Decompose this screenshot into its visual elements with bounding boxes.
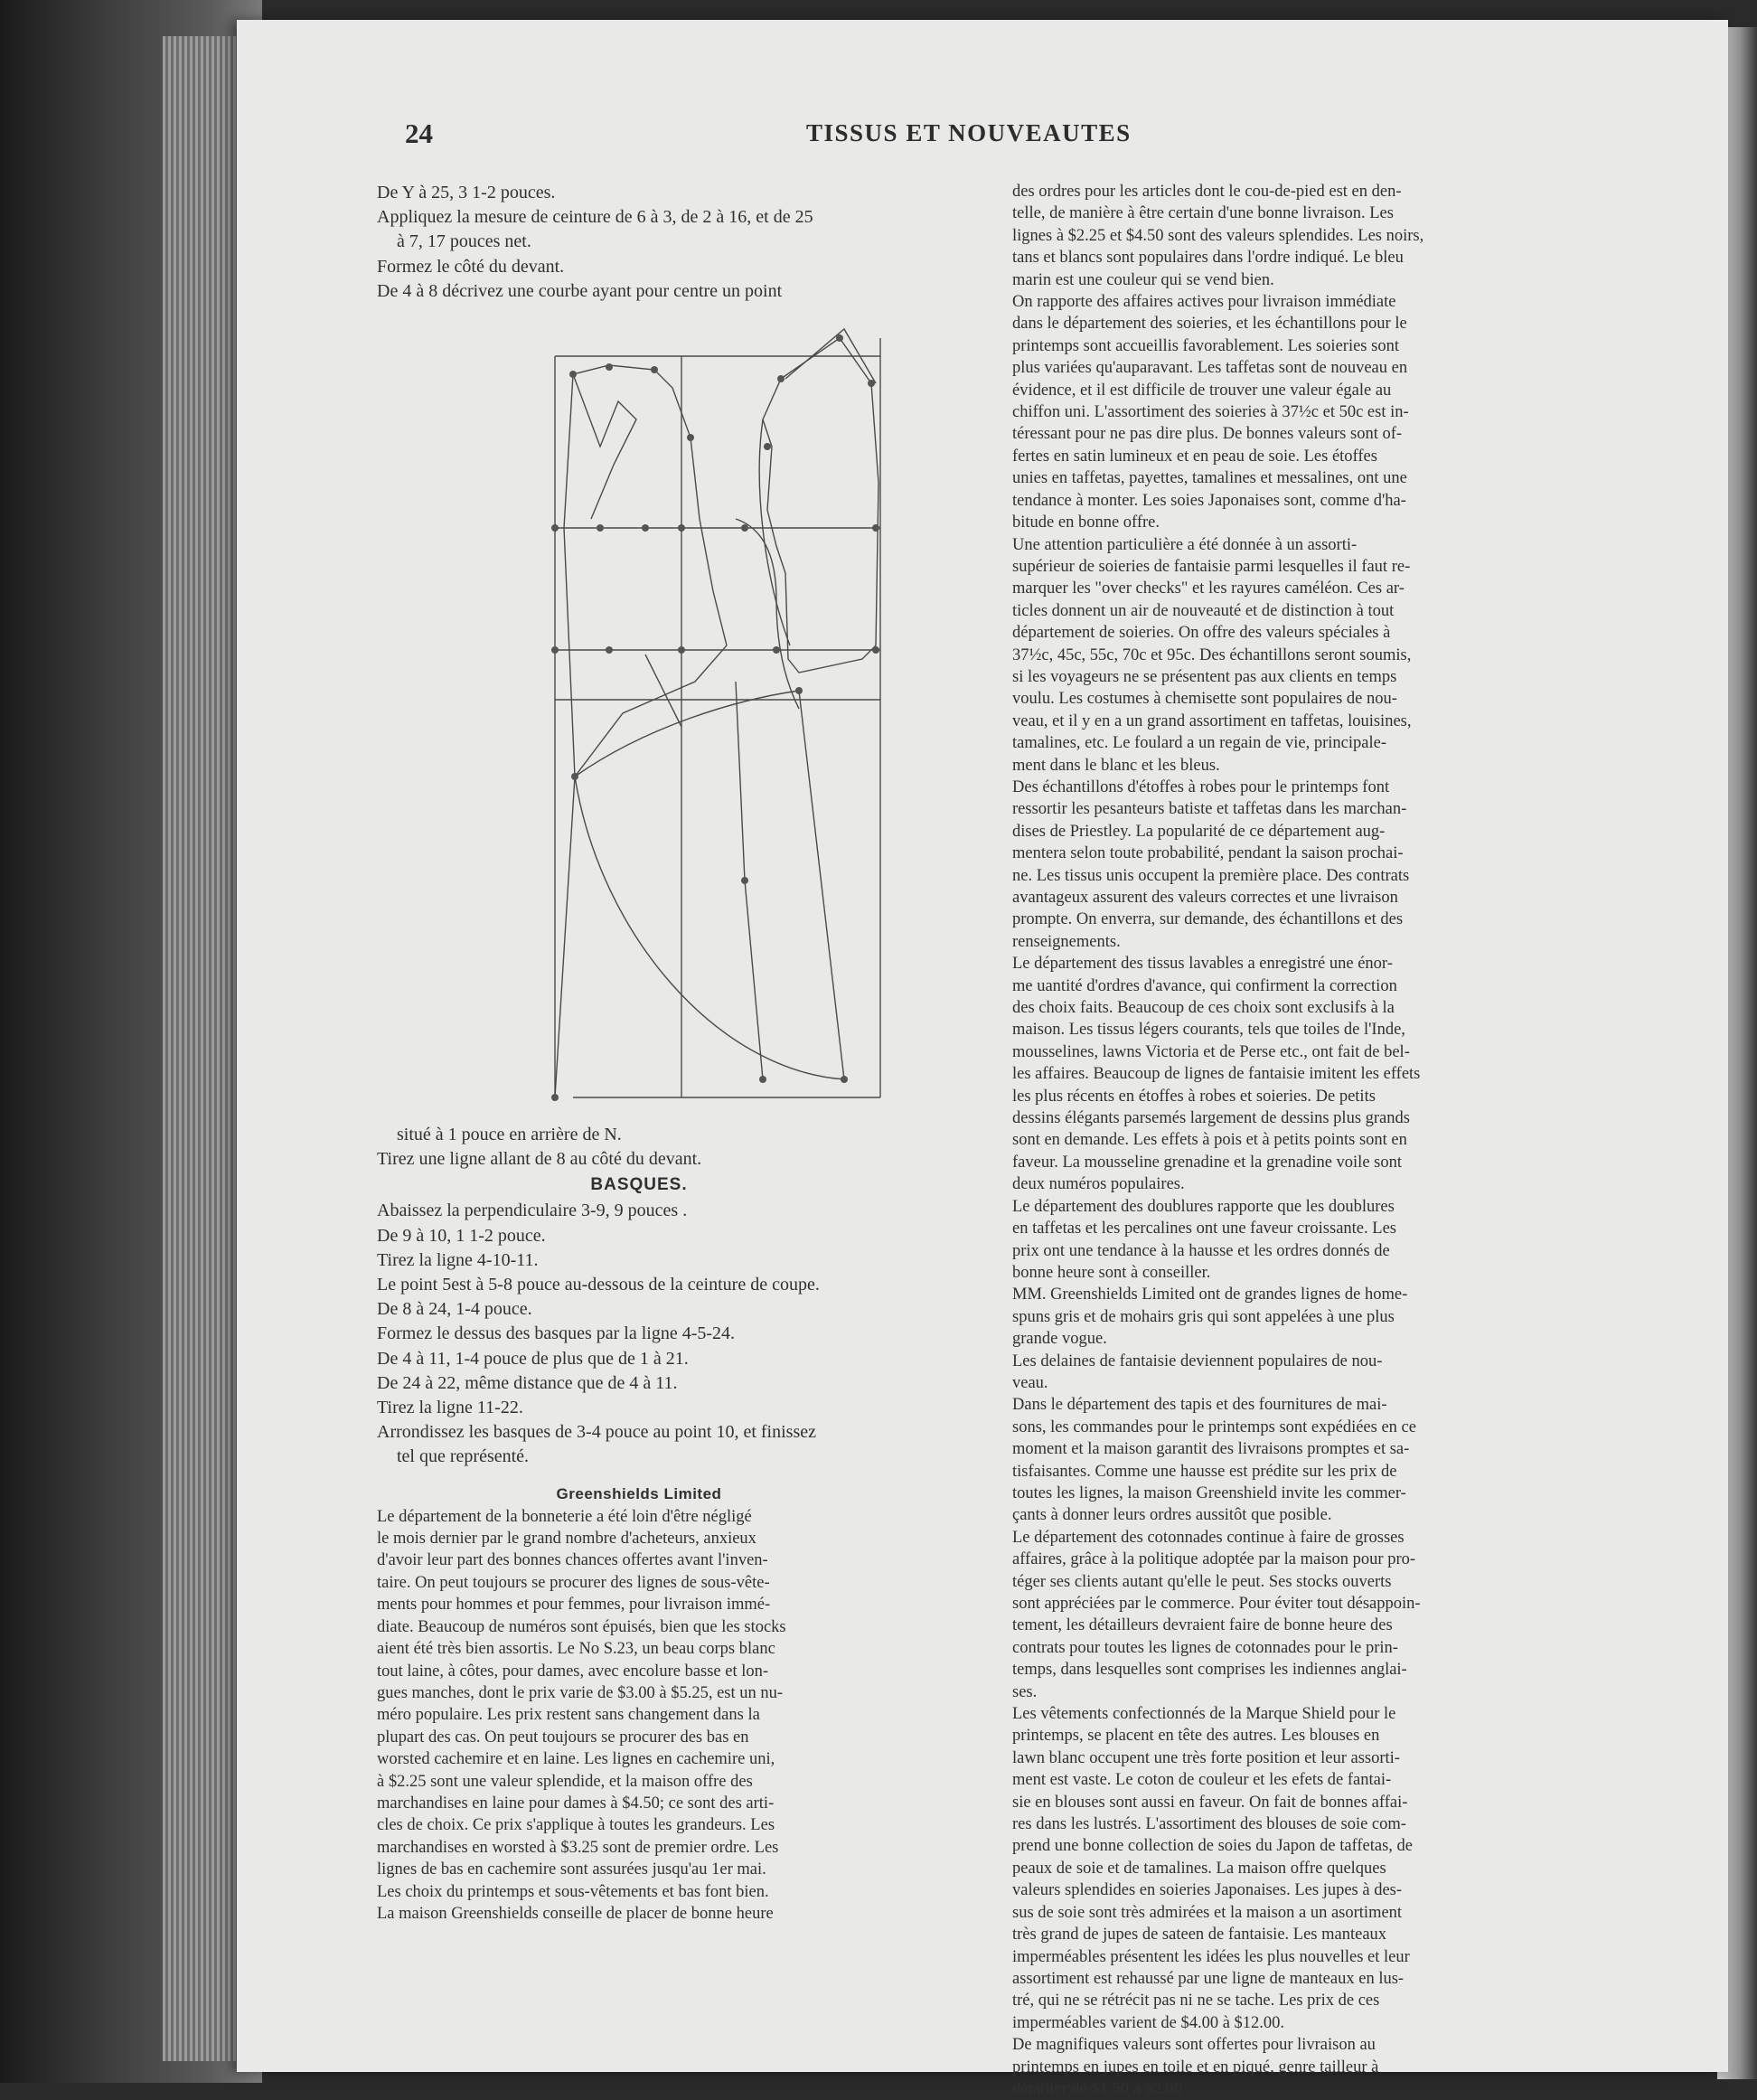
text-line: printemps en jupes en toile et en piqué, genre tailleur à [1012, 2058, 1379, 2076]
text-line: tans et blancs sont populaires dans l'ordre indiqué. Le bleu [1012, 249, 1404, 268]
text-line: gues manches, dont le prix varie de $3.00 à $5.25, est un nu- [377, 1683, 784, 1702]
pattern-point [551, 524, 559, 532]
text-line: prix ont une tendance à la hausse et les ordres donnés de [1012, 1241, 1390, 1260]
text-line: moment et la maison garantit des livraisons promptes et sa- [1012, 1440, 1410, 1459]
text-line: taire. On peut toujours se procurer des lignes de sous-vête- [377, 1573, 770, 1592]
text-line: avantageux assurent des valeurs correctes et une livraison [1012, 889, 1398, 907]
text-line: veau, et il y en a un grand assortiment en taffetas, louisines, [1012, 711, 1412, 730]
text-line: téressant pour ne pas dire plus. De bonnes valeurs sont of- [1012, 425, 1403, 444]
text-line: printemps, se placent en tête des autres. Les blouses en [1012, 1727, 1380, 1746]
text-line: Le département des doublures rapporte que les doublures [1012, 1197, 1395, 1216]
right-column [1012, 181, 1631, 2100]
text-line: méro populaire. Les prix restent sans changement dans la [377, 1706, 760, 1725]
text-line: téger ses clients autant qu'elle le peut. Ses stocks ouverts [1012, 1572, 1392, 1591]
pattern-point [741, 877, 748, 884]
pattern-line [575, 691, 799, 777]
pattern-point [872, 646, 879, 654]
text-line: grande vogue. [1012, 1330, 1107, 1349]
text-line: tré, qui ne se rétrécit pas ni ne se tache. Les prix de ces [1012, 1992, 1380, 2011]
text-line: chiffon uni. L'assortiment des soieries à 37½c et 50c est in- [1012, 403, 1409, 422]
text-line: le mois dernier par le grand nombre d'acheteurs, anxieux [377, 1530, 756, 1549]
text-line: sie en blouses sont aussi en faveur. On fait de bonnes affai- [1012, 1793, 1408, 1812]
text-line: diate. Beaucoup de numéros sont épuisés, bien que les stocks [377, 1617, 786, 1636]
text-line: tout laine, à côtes, pour dames, avec encolure basse et lon- [377, 1662, 769, 1681]
text-line: marchandises en laine pour dames à $4.50; ce sont des arti- [377, 1794, 775, 1813]
text-line: des choix faits. Beaucoup de ces choix sont exclusifs à la [1012, 999, 1395, 1018]
text-line: plus variées qu'auparavant. Les taffetas sont de nouveau en [1012, 359, 1408, 378]
text-line: Le département des tissus lavables a enregistré une énor- [1012, 955, 1393, 974]
text-line: assortiment est rehaussé par une ligne de manteaux en lus- [1012, 1969, 1405, 1988]
text-line: On rapporte des affaires actives pour livraison immédiate [1012, 293, 1396, 312]
text-line: situé à 1 pouce en arrière de N. [397, 1125, 622, 1145]
text-line: contrats pour toutes les lignes de cotonnades pour le prin- [1012, 1638, 1398, 1657]
text-line: dessins élégants parsemés largement de dessins plus grands [1012, 1109, 1410, 1128]
text-line: Formez le dessus des basques par la ligne 4-5-24. [377, 1323, 736, 1344]
text-line: détailler de $1.50 à $2.00 [1012, 2079, 1183, 2098]
pattern-line [799, 691, 844, 1079]
text-line: La maison Greenshields conseille de placer de bonne heure [377, 1904, 774, 1923]
text-line: printemps sont accueillis favorablement. Les soieries sont [1012, 336, 1399, 355]
text-line: Le point 5est à 5-8 pouce au-dessous de la ceinture de coupe. [377, 1275, 820, 1295]
text-line: bonne heure sont à conseiller. [1012, 1263, 1211, 1282]
text-line: De magnifiques valeurs sont offertes pour livraison au [1012, 2036, 1376, 2055]
text-line: Tirez une ligne allant de 8 au côté du devant. [377, 1149, 702, 1170]
text-line: res dans les lustrés. L'assortiment des blouses de soie com- [1012, 1815, 1406, 1834]
text-line: Les delaines de fantaisie deviennent populaires de nou- [1012, 1351, 1383, 1370]
text-line: 37½c, 45c, 55c, 70c et 95c. Des échantillons seront soumis, [1012, 645, 1412, 664]
text-line: ment est vaste. Le coton de couleur et les efets de fantai- [1012, 1771, 1392, 1790]
text-line: peaux de soie et de tamalines. La maison offre quelques [1012, 1859, 1386, 1878]
text-line: dans le département des soieries, et les échantillons pour le [1012, 315, 1407, 334]
text-line: lignes de bas en cachemire sont assurées jusqu'au 1er mai. [377, 1860, 766, 1879]
greenshields-heading: Greenshields Limited [556, 1484, 722, 1502]
pattern-point [687, 434, 694, 441]
text-line: Le département de la bonneterie a été loin d'être négligé [377, 1507, 752, 1526]
pattern-point [597, 524, 604, 532]
greenshields-text [377, 1506, 955, 1926]
text-line: supérieur de soieries de fantaisie parmi lesquelles il faut re- [1012, 557, 1411, 576]
text-line: me uantité d'ordres d'avance, qui confirment la correction [1012, 976, 1397, 995]
text-line: tendance à monter. Les soies Japonaises sont, comme d'ha- [1012, 491, 1406, 510]
text-line: De 9 à 10, 1 1-2 pouce. [377, 1225, 546, 1246]
pattern-point [678, 646, 685, 654]
text-line: De Y à 25, 3 1-2 pouces. [377, 183, 556, 202]
text-line: Les choix du printemps et sous-vêtements et bas font bien. [377, 1882, 769, 1901]
pattern-line [736, 682, 763, 1079]
text-line: Abaissez la perpendiculaire 3-9, 9 pouces . [377, 1201, 688, 1221]
pattern-line [645, 654, 681, 727]
text-line: des ordres pour les articles dont le cou-de-pied est en den- [1012, 183, 1402, 201]
text-line: MM. Greenshields Limited ont de grandes lignes de home- [1012, 1285, 1408, 1304]
text-line: spuns gris et de mohairs gris qui sont appelées à une plus [1012, 1307, 1395, 1326]
pattern-point [569, 371, 577, 378]
text-line: temps, dans lesquelles sont comprises les indiennes anglai- [1012, 1661, 1407, 1680]
text-line: si les voyageurs ne se présentent pas aux clients en temps [1012, 667, 1397, 686]
text-line: sont en demande. Les effets à pois et à petits points sont en [1012, 1131, 1407, 1150]
text-line: les affaires. Beaucoup de lignes de fantaisie imitent les effets [1012, 1065, 1421, 1084]
text-line: ressortir les pesanteurs batiste et taffetas dans les marchan- [1012, 800, 1407, 819]
pattern-diagram [465, 302, 889, 1116]
pattern-line [564, 365, 727, 777]
text-line: ne. Les tissus unis occupent la première place. Des contrats [1012, 866, 1410, 885]
text-line: très grand de jupes de sateen de fantaisie. Les manteaux [1012, 1926, 1387, 1945]
running-title: TISSUS ET NOUVEAUTES [806, 119, 1132, 146]
text-line: imperméables varient de $4.00 à $12.00. [1012, 2013, 1285, 2032]
text-line: les plus récents en étoffes à robes et soieries. De petits [1012, 1087, 1376, 1106]
text-line: valeurs splendides en soieries Japonaises. Les jupes à des- [1012, 1881, 1403, 1900]
text-line: dises de Priestley. La popularité de ce département aug- [1012, 822, 1386, 841]
text-line: ments pour hommes et pour femmes, pour livraison immé- [377, 1596, 771, 1615]
page-header [237, 118, 1728, 157]
text-line: évidence, et il est difficile de trouver une valeur égale au [1012, 381, 1392, 400]
text-line: affaires, grâce à la politique adoptée par la maison pour pro- [1012, 1550, 1416, 1569]
text-line: bitude en bonne offre. [1012, 513, 1160, 532]
pattern-line [736, 519, 799, 709]
text-line: lignes à $2.25 et $4.50 sont des valeurs splendides. Les noirs, [1012, 226, 1424, 245]
text-line: marquer les "over checks" et les rayures caméléon. Ces ar- [1012, 579, 1405, 598]
pattern-point [773, 646, 780, 654]
text-line: De 4 à 8 décrivez une courbe ayant pour centre un point [377, 280, 783, 301]
pattern-point [764, 443, 771, 450]
text-line: lawn blanc occupent une très forte position et leur assorti- [1012, 1748, 1400, 1767]
pattern-point [741, 524, 748, 532]
text-line: plupart des cas. On peut toujours se procurer des bas en [377, 1728, 749, 1747]
text-line: worsted cachemire et en laine. Les lignes en cachemire uni, [377, 1750, 775, 1769]
text-line: unies en taffetas, payettes, tamalines et messalines, ont une [1012, 469, 1407, 488]
text-line: d'avoir leur part des bonnes chances offertes avant l'inven- [377, 1551, 768, 1570]
text-line: Arrondissez les basques de 3-4 pouce au point 10, et finissez [377, 1422, 816, 1443]
pattern-point [836, 334, 843, 342]
text-line: sus de soie sont très admirées et la maison a un asortiment [1012, 1903, 1403, 1922]
text-line: tel que représenté. [397, 1446, 530, 1467]
pattern-point [551, 646, 559, 654]
text-line: ticles donnent un air de nouveauté et de distinction à tout [1012, 601, 1395, 620]
text-line: Les vêtements confectionnés de la Marque Shield pour le [1012, 1705, 1396, 1724]
text-line: Le département des cotonnades continue à faire de grosses [1012, 1528, 1405, 1547]
pattern-point [777, 375, 785, 382]
text-line: Une attention particulière a été donnée à un assorti- [1012, 535, 1358, 554]
text-line: à $2.25 sont une valeur splendide, et la maison offre des [377, 1772, 753, 1791]
text-line: renseignements. [1012, 932, 1121, 951]
text-line: à 7, 17 pouces net. [397, 231, 531, 252]
pattern-line [555, 777, 575, 1097]
page-number: 24 [405, 118, 433, 149]
text-line: marchandises en worsted à $3.25 sont de premier ordre. Les [377, 1838, 779, 1857]
pattern-line [575, 777, 844, 1079]
text-line: tement, les détailleurs devraient faire de bonne heure des [1012, 1616, 1393, 1635]
text-line: çants à donner leurs ordres aussitôt que posible. [1012, 1506, 1332, 1525]
text-line: mousselines, lawns Victoria et de Perse etc., ont fait de bel- [1012, 1042, 1410, 1061]
text-line: Tirez la ligne 4-10-11. [377, 1249, 539, 1270]
pattern-line [763, 338, 878, 673]
text-line: sont appréciées par le commerce. Pour éviter tout désappoin- [1012, 1595, 1421, 1613]
text-line: De 8 à 24, 1-4 pouce. [377, 1299, 532, 1320]
text-line: prompte. On enverra, sur demande, des échantillons et des [1012, 910, 1404, 929]
text-line: De 24 à 22, même distance que de 4 à 11. [377, 1372, 678, 1393]
text-line: De 4 à 11, 1-4 pouce de plus que de 1 à 21. [377, 1348, 689, 1369]
pattern-point [795, 687, 803, 694]
text-line: tisfaisantes. Comme une hausse est prédite sur les prix de [1012, 1462, 1397, 1481]
text-line: Appliquez la mesure de ceinture de 6 à 3, de 2 à 16, et de 25 [377, 207, 813, 228]
pattern-point [678, 524, 685, 532]
pattern-point [841, 1076, 848, 1083]
text-line: département de soieries. On offre des valeurs spéciales à [1012, 624, 1391, 643]
text-line: prend une bonne collection de soies du Japon de taffetas, de [1012, 1837, 1414, 1856]
text-line: mentera selon toute probabilité, pendant la saison prochai- [1012, 844, 1404, 863]
pattern-point [571, 773, 578, 780]
pattern-point [759, 1076, 766, 1083]
pattern-point [642, 524, 649, 532]
text-line: aient été très bien assortis. Le No S.23, un beau corps blanc [377, 1640, 775, 1659]
pattern-point [872, 524, 879, 532]
pattern-point [651, 366, 658, 373]
pattern-point [606, 646, 613, 654]
text-line: maison. Les tissus légers courants, tels que toiles de l'Inde, [1012, 1021, 1405, 1040]
text-line: tamalines, etc. Le foulard a un regain de vie, principale- [1012, 734, 1387, 753]
pattern-point [606, 363, 613, 371]
basques-heading: BASQUES. [590, 1175, 688, 1195]
text-line: toutes les lignes, la maison Greenshield invite les commer- [1012, 1483, 1406, 1502]
text-line: fertes en satin lumineux et en peau de soie. Les étoffes [1012, 447, 1377, 466]
text-line: Formez le côté du devant. [377, 256, 565, 277]
text-line: voulu. Les costumes à chemisette sont populaires de nou- [1012, 690, 1397, 709]
text-line: telle, de manière à être certain d'une bonne livraison. Les [1012, 204, 1394, 223]
text-line: cles de choix. Ce prix s'applique à toutes les grandeurs. Les [377, 1816, 775, 1835]
pattern-point [551, 1094, 559, 1101]
pattern-point [868, 380, 875, 387]
text-line: Dans le département des tapis et des fournitures de mai- [1012, 1396, 1387, 1415]
text-line: marin est une couleur qui se vend bien. [1012, 270, 1274, 289]
text-line: ment dans le blanc et les bleus. [1012, 756, 1220, 775]
text-line: Tirez la ligne 11-22. [377, 1398, 523, 1418]
text-line: imperméables présentent les idées les plus nouvelles et leur [1012, 1947, 1410, 1966]
text-line: veau. [1012, 1373, 1048, 1392]
text-line: en taffetas et les percalines ont une faveur croissante. Les [1012, 1220, 1396, 1238]
text-line: Des échantillons d'étoffes à robes pour le printemps font [1012, 777, 1390, 796]
text-line: sons, les commandes pour le printemps sont expédiées en ce [1012, 1417, 1416, 1436]
pattern-line [759, 419, 790, 645]
text-line: faveur. La mousseline grenadine et la grenadine voile sont [1012, 1153, 1403, 1172]
text-line: ses. [1012, 1682, 1038, 1701]
text-line: deux numéros populaires. [1012, 1175, 1185, 1194]
book-page [237, 20, 1728, 2098]
pattern-line [573, 374, 636, 519]
